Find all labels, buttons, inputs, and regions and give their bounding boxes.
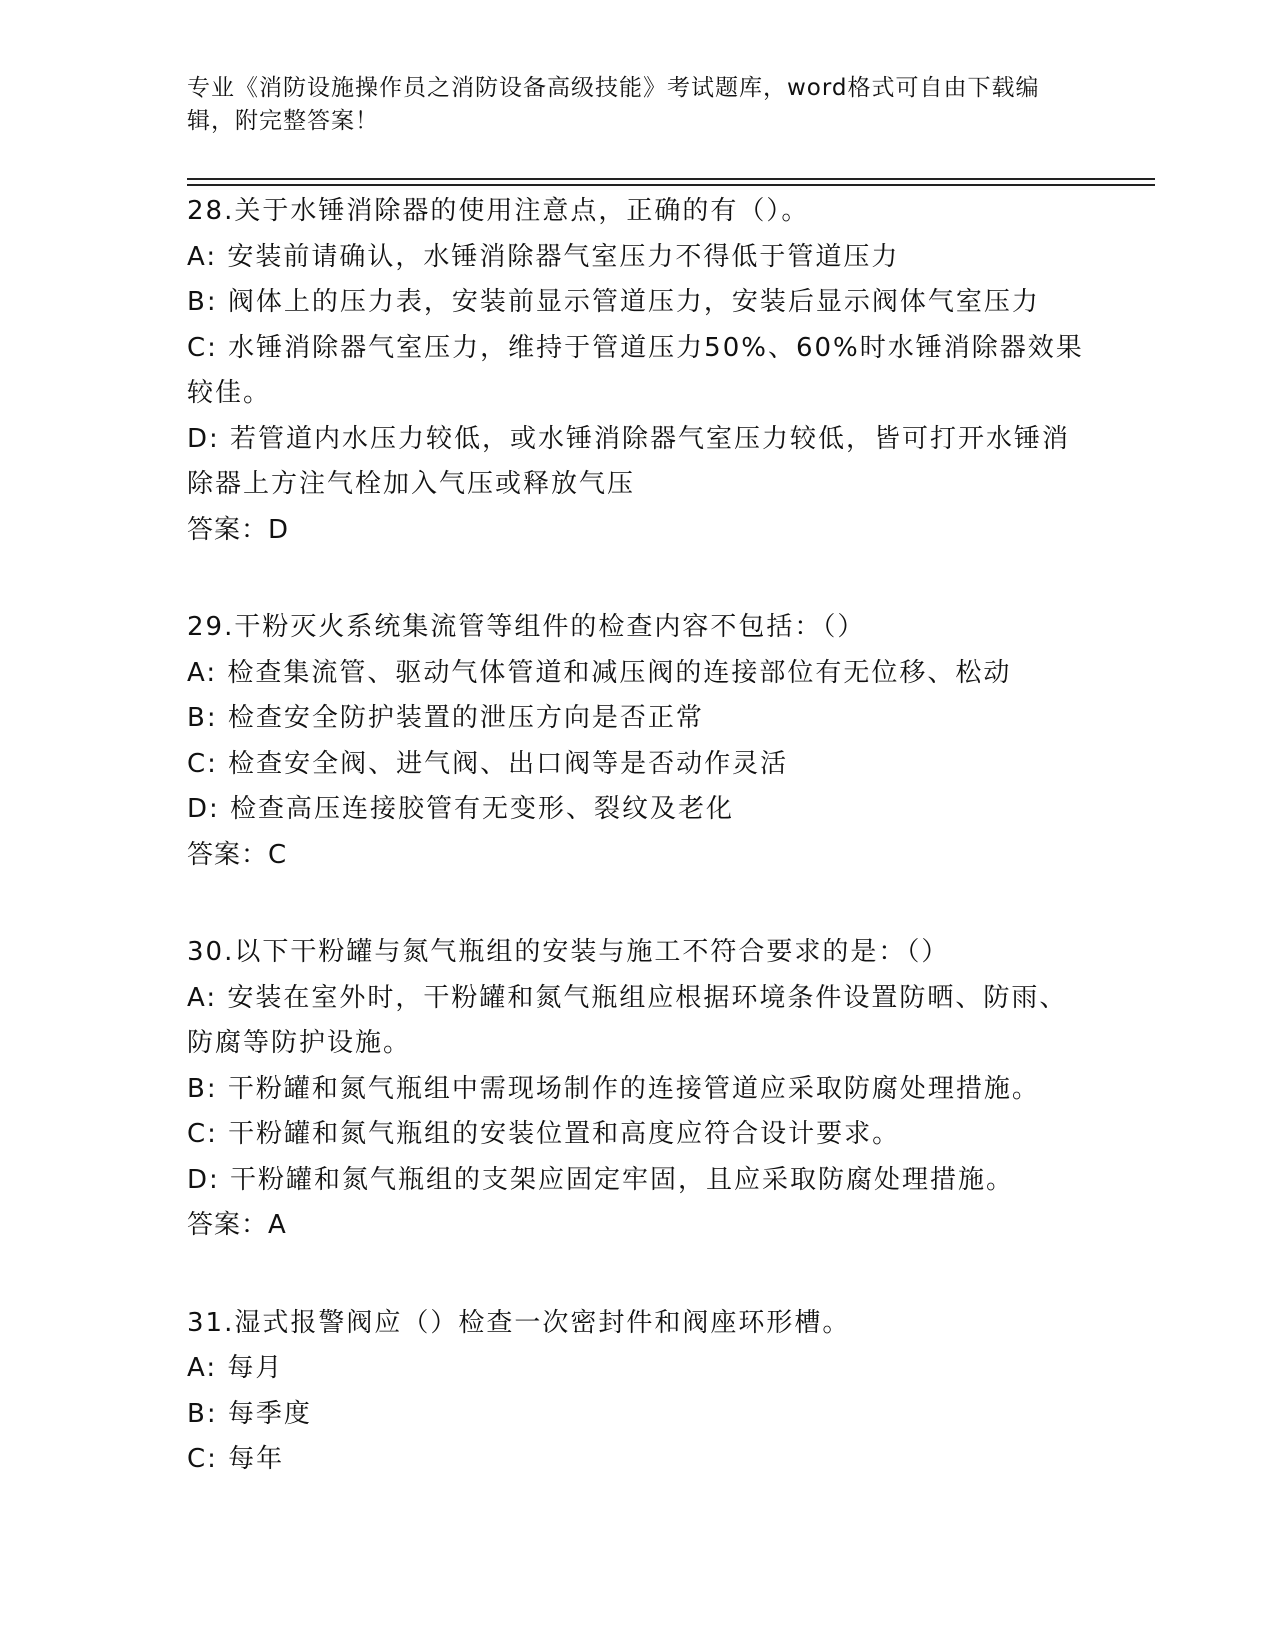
question-29 (187, 605, 1087, 878)
answer: 答案：A (187, 1210, 287, 1240)
option-b: B: 阀体上的压力表，安装前显示管道压力，安装后显示阀体气室压力 (187, 287, 1040, 317)
answer: 答案：C (187, 839, 288, 870)
document-header: 专业《消防设施操作员之消防设备高级技能》考试题库，word格式可自由下载编辑，附完整答案！ (187, 75, 1040, 134)
question-30 (187, 930, 1087, 1249)
question-list (187, 189, 1087, 1535)
question-stem: 30.以下干粉罐与氮气瓶组的安装与施工不符合要求的是：（） (187, 937, 950, 967)
question-31 (187, 1301, 1087, 1483)
answer: 答案：D (187, 514, 290, 545)
header-rule-bottom (187, 184, 1155, 186)
question-stem: 28.关于水锤消除器的使用注意点，正确的有（）。 (187, 196, 810, 226)
option-d: D: 检查高压连接胶管有无变形、裂纹及老化 (187, 794, 735, 824)
option-d: D: 干粉罐和氮气瓶组的支架应固定牢固，且应采取防腐处理措施。 (187, 1164, 1015, 1195)
question-stem: 29.干粉灭火系统集流管等组件的检查内容不包括：（） (187, 612, 866, 642)
option-b: B: 检查安全防护装置的泄压方向是否正常 (187, 703, 704, 733)
option-a: A: 每月 (187, 1353, 284, 1383)
option-b: B: 干粉罐和氮气瓶组中需现场制作的连接管道应采取防腐处理措施。 (187, 1073, 1040, 1104)
option-c: C: 检查安全阀、进气阀、出口阀等是否动作灵活 (187, 748, 789, 779)
option-b: B: 每季度 (187, 1398, 312, 1429)
question-stem: 31.湿式报警阀应（）检查一次密封件和阀座环形槽。 (187, 1307, 851, 1338)
option-a: A: 安装前请确认，水锤消除器气室压力不得低于管道压力 (187, 241, 900, 272)
header-rule-top (187, 178, 1155, 180)
option-a: A: 安装在室外时，干粉罐和氮气瓶组应根据环境条件设置防晒、防雨、防腐等防护设施。 (187, 982, 1068, 1058)
option-d: D: 若管道内水压力较低，或水锤消除器气室压力较低，皆可打开水锤消除器上方注气栓加入气压或释放气压 (187, 423, 1071, 499)
option-c: C: 水锤消除器气室压力，维持于管道压力50%、60%时水锤消除器效果较佳。 (187, 332, 1084, 408)
option-a: A: 检查集流管、驱动气体管道和减压阀的连接部位有无位移、松动 (187, 657, 1012, 688)
option-c: C: 每年 (187, 1444, 285, 1474)
option-c: C: 干粉罐和氮气瓶组的安装位置和高度应符合设计要求。 (187, 1119, 901, 1149)
question-28 (187, 189, 1087, 553)
